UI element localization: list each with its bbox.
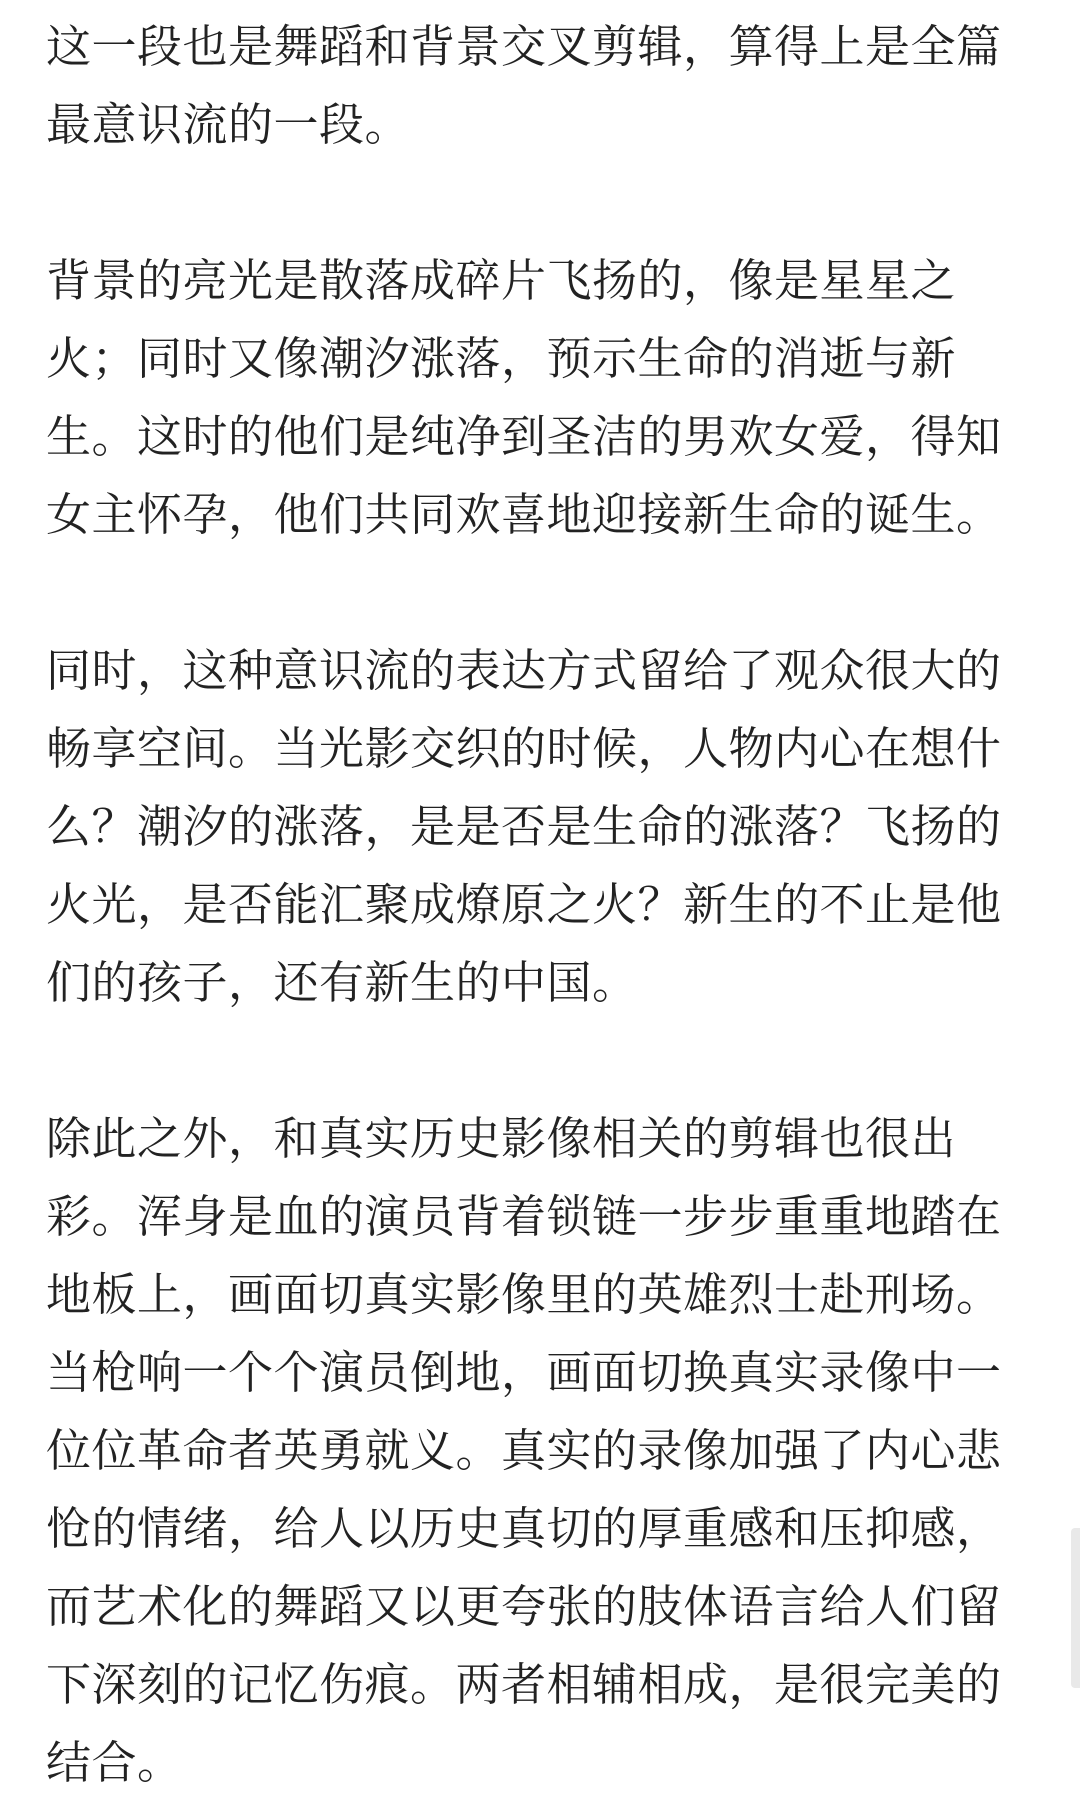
text-line: 畅享空间。当光影交织的时候，人物内心在想什 xyxy=(46,722,1002,775)
text-line: 下深刻的记忆伤痕。两者相辅相成，是很完美的 xyxy=(46,1658,1002,1711)
paragraph-1 xyxy=(46,8,1026,164)
text-line: 火；同时又像潮汐涨落，预示生命的消逝与新 xyxy=(46,332,957,385)
text-line: 火光，是否能汇聚成燎原之火？新生的不止是他 xyxy=(46,878,1002,931)
text-line: 彩。浑身是血的演员背着锁链一步步重重地踏在 xyxy=(46,1190,1002,1243)
paragraph-2 xyxy=(46,242,1026,554)
text-line: 最意识流的一段。 xyxy=(46,98,411,151)
text-line: 么？潮汐的涨落，是是否是生命的涨落？飞扬的 xyxy=(46,800,1002,853)
text-line: 这一段也是舞蹈和背景交叉剪辑，算得上是全篇 xyxy=(46,20,1002,73)
scrollbar-thumb[interactable] xyxy=(1071,1528,1080,1688)
text-line: 怆的情绪，给人以历史真切的厚重感和压抑感， xyxy=(46,1502,1002,1555)
text-line: 女主怀孕，他们共同欢喜地迎接新生命的诞生。 xyxy=(46,488,1002,541)
text-line: 们的孩子，还有新生的中国。 xyxy=(46,956,638,1009)
text-line: 结合。 xyxy=(46,1736,183,1789)
text-line: 生。这时的他们是纯净到圣洁的男欢女爱，得知 xyxy=(46,410,1002,463)
text-line: 地板上，画面切真实影像里的英雄烈士赴刑场。 xyxy=(46,1268,1002,1321)
text-line: 同时，这种意识流的表达方式留给了观众很大的 xyxy=(46,644,1002,697)
text-line: 而艺术化的舞蹈又以更夸张的肢体语言给人们留 xyxy=(46,1580,1002,1633)
article-body xyxy=(46,8,1026,1802)
text-line: 除此之外，和真实历史影像相关的剪辑也很出 xyxy=(46,1112,957,1165)
text-line: 位位革命者英勇就义。真实的录像加强了内心悲 xyxy=(46,1424,1002,1477)
paragraph-3 xyxy=(46,632,1026,1022)
text-line: 当枪响一个个演员倒地，画面切换真实录像中一 xyxy=(46,1346,1002,1399)
text-line: 背景的亮光是散落成碎片飞扬的，像是星星之 xyxy=(46,254,957,307)
paragraph-4 xyxy=(46,1100,1026,1802)
